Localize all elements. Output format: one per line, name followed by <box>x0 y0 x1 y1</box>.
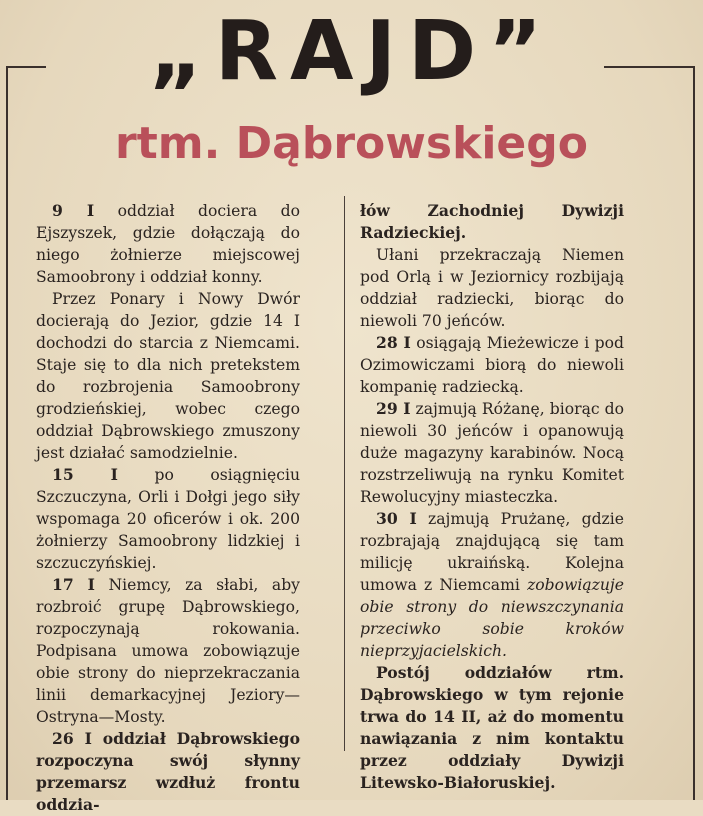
paragraph <box>360 508 624 662</box>
date-label: 9 I <box>52 201 95 220</box>
paragraph-text: zajmują Różanę, biorąc do niewoli 30 jeńców i opanowują duże magazyny karabinów. Nocą rozstrzeliwują na rynku Komitet Rewolucyjny miasteczka. <box>360 400 624 506</box>
paragraph: 26 I oddział Dąbrowskiego rozpoczyna swój słynny przemarsz wzdłuż frontu oddzia- <box>36 729 300 814</box>
paragraph-text: Niemcy, za słabi, aby rozbroić grupę Dąbrowskiego, rozpoczynają rokowania. Podpisana umowa zobowiązuje obie strony do nieprzekraczania linii demarkacyjnej Jeziory—Ostryna—Mosty. <box>36 576 300 726</box>
paragraph: łów Zachodniej Dywizji Radzieckiej. <box>360 201 624 242</box>
frame-rule-top-right <box>604 66 694 68</box>
paragraph: Postój oddziałów rtm. Dąbrowskiego w tym rejonie trwa do 14 II, aż do momentu nawiązania z nim kontaktu przez oddziały Dywizji Litewsko-Białoruskiej. <box>360 663 624 792</box>
paragraph-text: oddział dociera do Ejszyszek, gdzie dołączają do niego żołnierze miejscowej Samoobrony i oddział konny. <box>36 202 300 286</box>
frame-rule-top-left <box>6 66 46 68</box>
date-label: 17 I <box>52 575 95 594</box>
frame-rule-left <box>6 66 8 800</box>
headline-title: „RAJD” <box>149 4 554 99</box>
article-column-left <box>36 200 300 816</box>
paragraph-text: po osiągnięciu Szczuczyna, Orli i Dołgi jego siły wspomaga 20 oficerów i ok. 200 żołnierzy Samoobrony lidzkiej i szczuczyńskiej. <box>36 466 300 572</box>
paragraph-text: zajmują Prużanę, gdzie rozbrajają znajdującą się tam milicję ukraińską. Kolejna umowa z Niemcami <box>360 510 624 594</box>
paragraph-text: osiągają Mieżewicze i pod Ozimowiczami biorą do niewoli kompanię radziecką. <box>360 334 624 396</box>
paragraph <box>36 464 300 574</box>
paragraph: Przez Ponary i Nowy Dwór docierają do Jezior, gdzie 14 I dochodzi do starcia z Niemcami. Staje się to dla nich pretekstem do rozbrojenia Samoobrony grodzieńskiej, wobec czego oddział Dąbrowskiego zmuszony jest działać samodzielnie. <box>36 290 300 462</box>
article-column-right <box>360 200 624 794</box>
headline-subtitle: rtm. Dąbrowskiego <box>115 118 588 169</box>
paragraph <box>360 332 624 398</box>
paragraph <box>36 574 300 728</box>
column-divider <box>344 196 345 751</box>
frame-rule-right <box>693 66 695 800</box>
date-label: 29 I <box>376 399 411 418</box>
date-label: 30 I <box>376 509 417 528</box>
date-label: 15 I <box>52 465 118 484</box>
paragraph: Ułani przekraczają Niemen pod Orlą i w Jeziornicy rozbijają oddział radziecki, biorąc do niewoli 70 jeńców. <box>360 246 624 330</box>
paragraph <box>36 200 300 288</box>
date-label: 28 I <box>376 333 411 352</box>
paragraph-text-italic: zobowiązuje obie strony do niewszczynania przeciwko sobie kroków nieprzyjacielskich. <box>360 576 624 660</box>
paragraph <box>360 398 624 508</box>
